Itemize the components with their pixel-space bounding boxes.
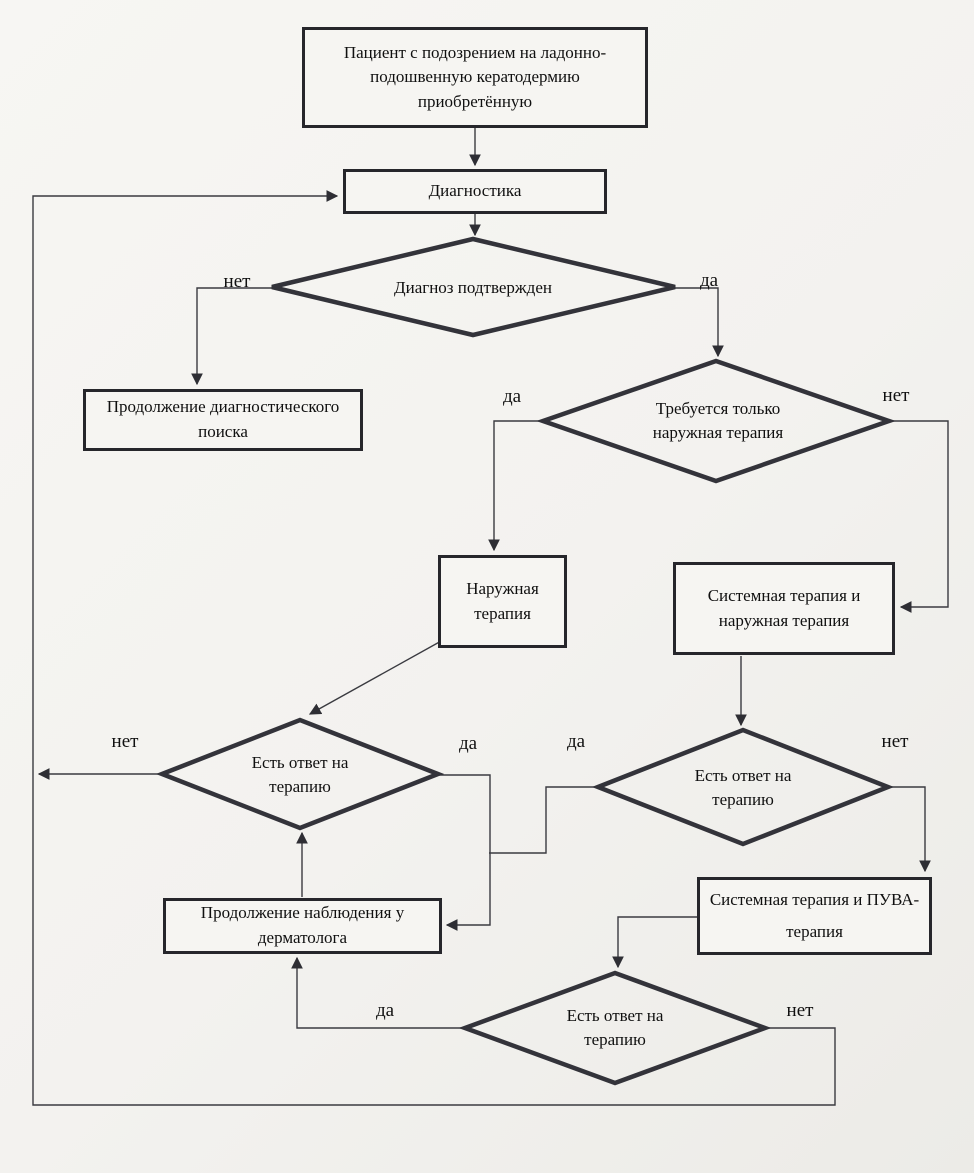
label-response-bottom-yes: да [375, 1000, 395, 1021]
label-external-only-yes: да [502, 386, 522, 407]
node-diagnostics [343, 169, 607, 214]
diamond-response-bottom-label: Есть ответ на терапию [566, 1006, 664, 1049]
edge-external-only-yes-to-external-therapy [494, 421, 543, 550]
node-systemic-external-label: Системная терапия и наружная терапия [707, 585, 861, 630]
diamond-external-only-label: Требуется только наружная терапия [652, 399, 784, 442]
label-response-right-no: нет [881, 731, 909, 752]
diamond-response-right-label: Есть ответ на терапию [694, 766, 792, 809]
label-external-only-no: нет [882, 385, 910, 406]
node-external-therapy-label: Наружная терапия [466, 578, 539, 623]
label-confirmed-no: нет [223, 271, 251, 292]
diamond-diagnosis-confirmed-label: Диагноз подтвержден [394, 278, 552, 298]
node-systemic-puva-label: Системная терапия и ПУВА-терапия [709, 889, 920, 941]
edge-response-left-yes-to-observation [438, 775, 490, 925]
edge-systemic-puva-to-response-bottom [618, 917, 697, 967]
node-external-therapy [438, 555, 567, 648]
label-response-left-no: нет [111, 731, 139, 752]
edge-confirmed-no-to-continue-search [197, 288, 272, 384]
node-patient [302, 27, 648, 128]
edge-external-only-no-to-systemic-external [889, 421, 948, 607]
node-continue-search-label: Продолжение диагностического поиска [106, 397, 340, 441]
node-systemic-external [673, 562, 895, 655]
node-continue-search [83, 389, 363, 451]
node-systemic-puva [697, 877, 932, 955]
edge-response-right-no-to-systemic-puva [888, 787, 925, 871]
node-observation [163, 898, 442, 954]
node-observation-label: Продолжение наблюдения у дерматолога [200, 903, 405, 947]
label-response-right-yes: да [566, 731, 586, 752]
edge-response-right-yes-merge [489, 787, 598, 853]
edge-confirmed-yes-to-external-only [675, 288, 718, 356]
label-response-left-yes: да [458, 733, 478, 754]
edge-external-therapy-to-response-left [310, 640, 443, 714]
label-confirmed-yes: да [699, 270, 719, 291]
label-response-bottom-no: нет [786, 1000, 814, 1021]
node-patient-label: Пациент с подозрением на ладонно-подошвенную кератодермию приобретённую [343, 42, 607, 111]
node-diagnostics-label: Диагностика [428, 181, 522, 201]
diamond-response-left-label: Есть ответ на терапию [251, 753, 349, 796]
